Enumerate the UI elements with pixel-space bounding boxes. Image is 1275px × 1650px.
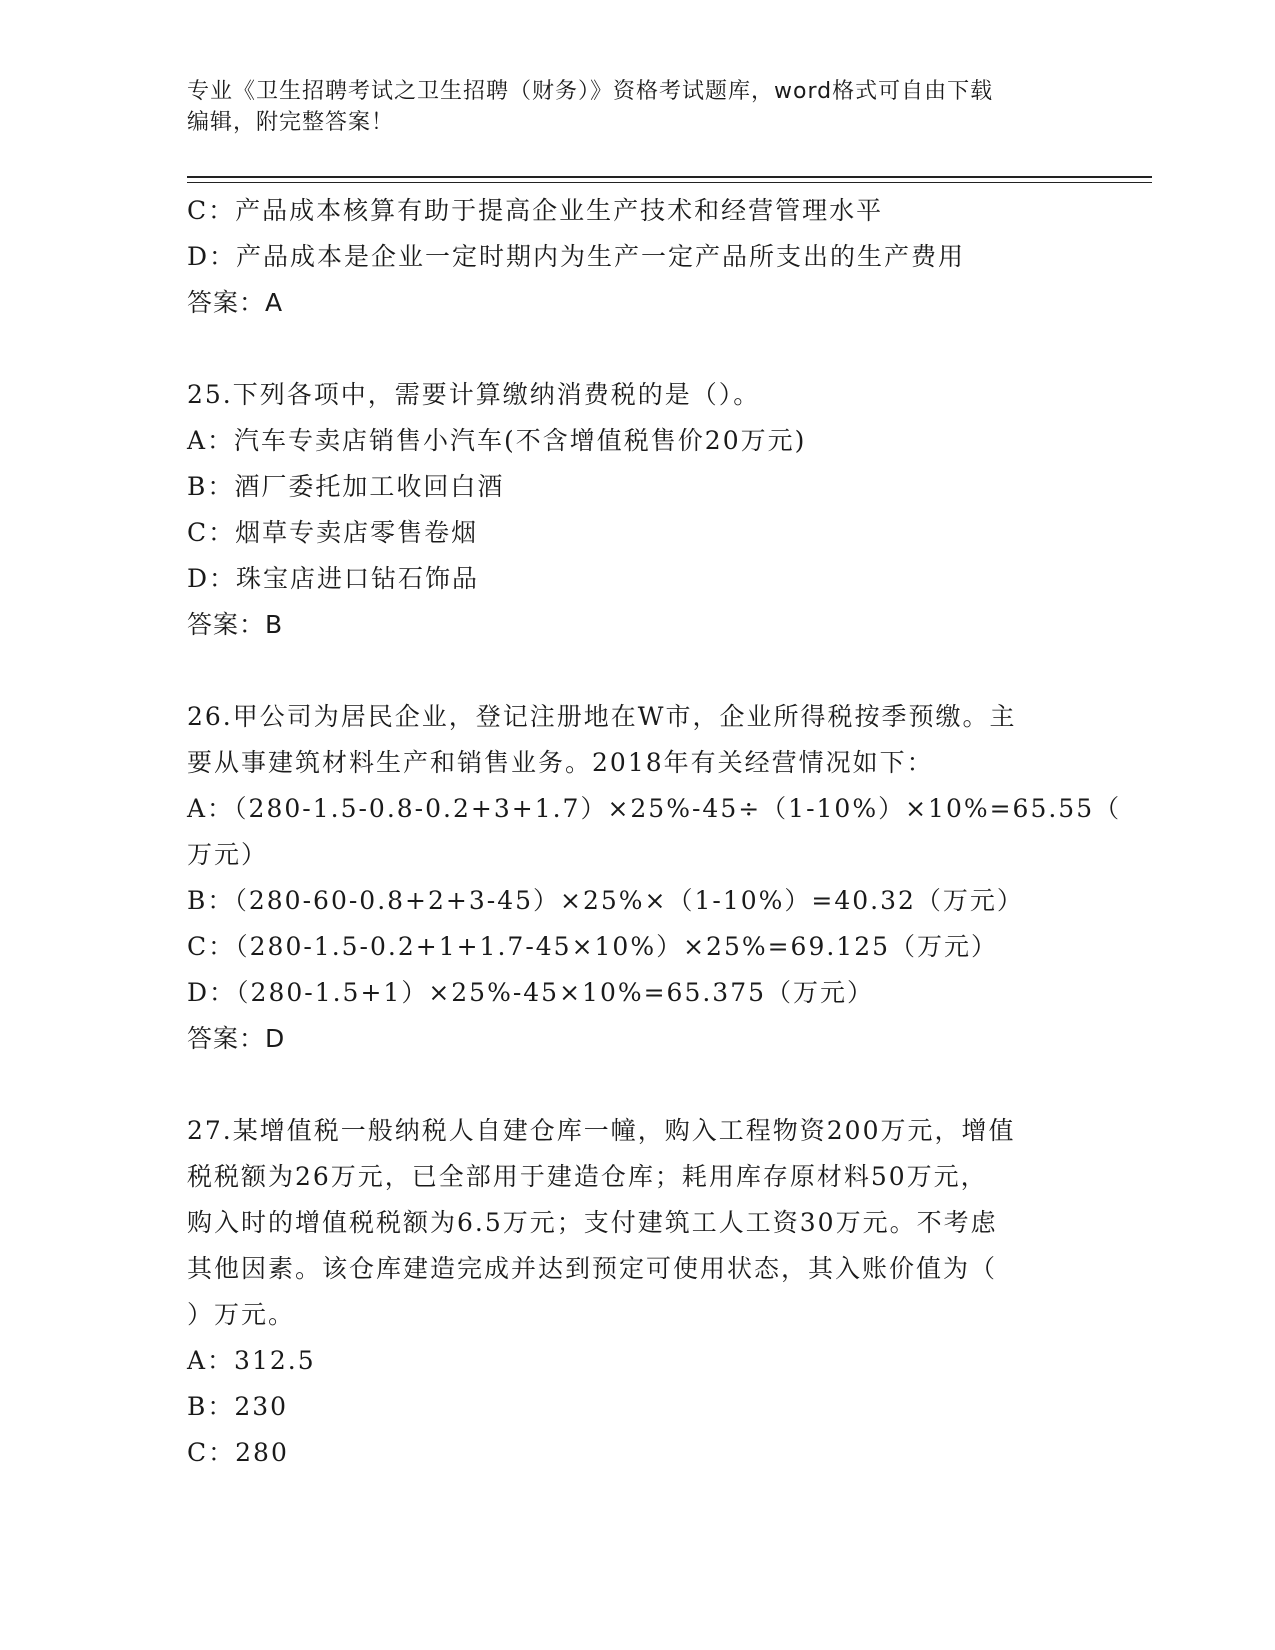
option-c: C：（280-1.5-0.2+1+1.7-45×10%）×25%=69.125（万元） — [187, 932, 999, 961]
question-stem-line-1: 27.某增值税一般纳税人自建仓库一幢，购入工程物资200万元，增值 — [187, 1116, 1016, 1145]
header-divider-thick — [187, 176, 1152, 178]
question-stem-line-2: 要从事建筑材料生产和销售业务。2018年有关经营情况如下： — [187, 748, 934, 777]
question-stem-line-5: ）万元。 — [187, 1300, 296, 1329]
answer-line: 答案：B — [187, 610, 284, 639]
header-divider-thin — [187, 182, 1152, 183]
option-d: D：产品成本是企业一定时期内为生产一定产品所支出的生产费用 — [187, 242, 966, 271]
option-a: A：312.5 — [187, 1346, 316, 1375]
question-27 — [187, 1108, 1067, 1476]
question-stem: 25.下列各项中，需要计算缴纳消费税的是（）。 — [187, 380, 761, 409]
option-a-line-2: 万元） — [187, 840, 269, 869]
option-d: D：（280-1.5+1）×25%-45×10%=65.375（万元） — [187, 978, 875, 1007]
question-25 — [187, 372, 1067, 648]
question-stem-line-1: 26.甲公司为居民企业，登记注册地在W市，企业所得税按季预缴。主 — [187, 702, 1017, 731]
option-d: D：珠宝店进口钻石饰品 — [187, 564, 480, 593]
option-b: B：酒厂委托加工收回白酒 — [187, 472, 505, 501]
spacer — [187, 648, 1067, 694]
question-26 — [187, 694, 1122, 1062]
header-line-2: 编辑，附完整答案！ — [187, 110, 395, 135]
page-header — [187, 76, 1067, 138]
question-stem-line-2: 税税额为26万元，已全部用于建造仓库；耗用库存原材料50万元， — [187, 1162, 988, 1191]
question-stem-line-3: 购入时的增值税税额为6.5万元；支付建筑工人工资30万元。不考虑 — [187, 1208, 998, 1237]
option-c: C：280 — [187, 1438, 289, 1467]
question-24-tail — [187, 188, 1067, 326]
option-b: B：230 — [187, 1392, 289, 1421]
question-content — [187, 188, 1122, 1476]
header-line-1: 专业《卫生招聘考试之卫生招聘（财务）》资格考试题库，word格式可自由下载 — [187, 79, 994, 104]
option-c: C：烟草专卖店零售卷烟 — [187, 518, 479, 547]
option-c: C：产品成本核算有助于提高企业生产技术和经营管理水平 — [187, 196, 884, 225]
option-b: B：（280-60-0.8+2+3-45）×25%×（1-10%）=40.32（万元） — [187, 886, 1024, 915]
spacer — [187, 326, 1067, 372]
answer-line: 答案：D — [187, 1024, 286, 1053]
spacer — [187, 1062, 1067, 1108]
option-a-line-1: A：（280-1.5-0.8-0.2+3+1.7）×25%-45÷（1-10%）×10%=65.55（ — [187, 794, 1122, 823]
answer-line: 答案：A — [187, 288, 284, 317]
question-stem-line-4: 其他因素。该仓库建造完成并达到预定可使用状态，其入账价值为（ — [187, 1254, 998, 1283]
option-a: A：汽车专卖店销售小汽车(不含增值税售价20万元) — [187, 426, 807, 455]
